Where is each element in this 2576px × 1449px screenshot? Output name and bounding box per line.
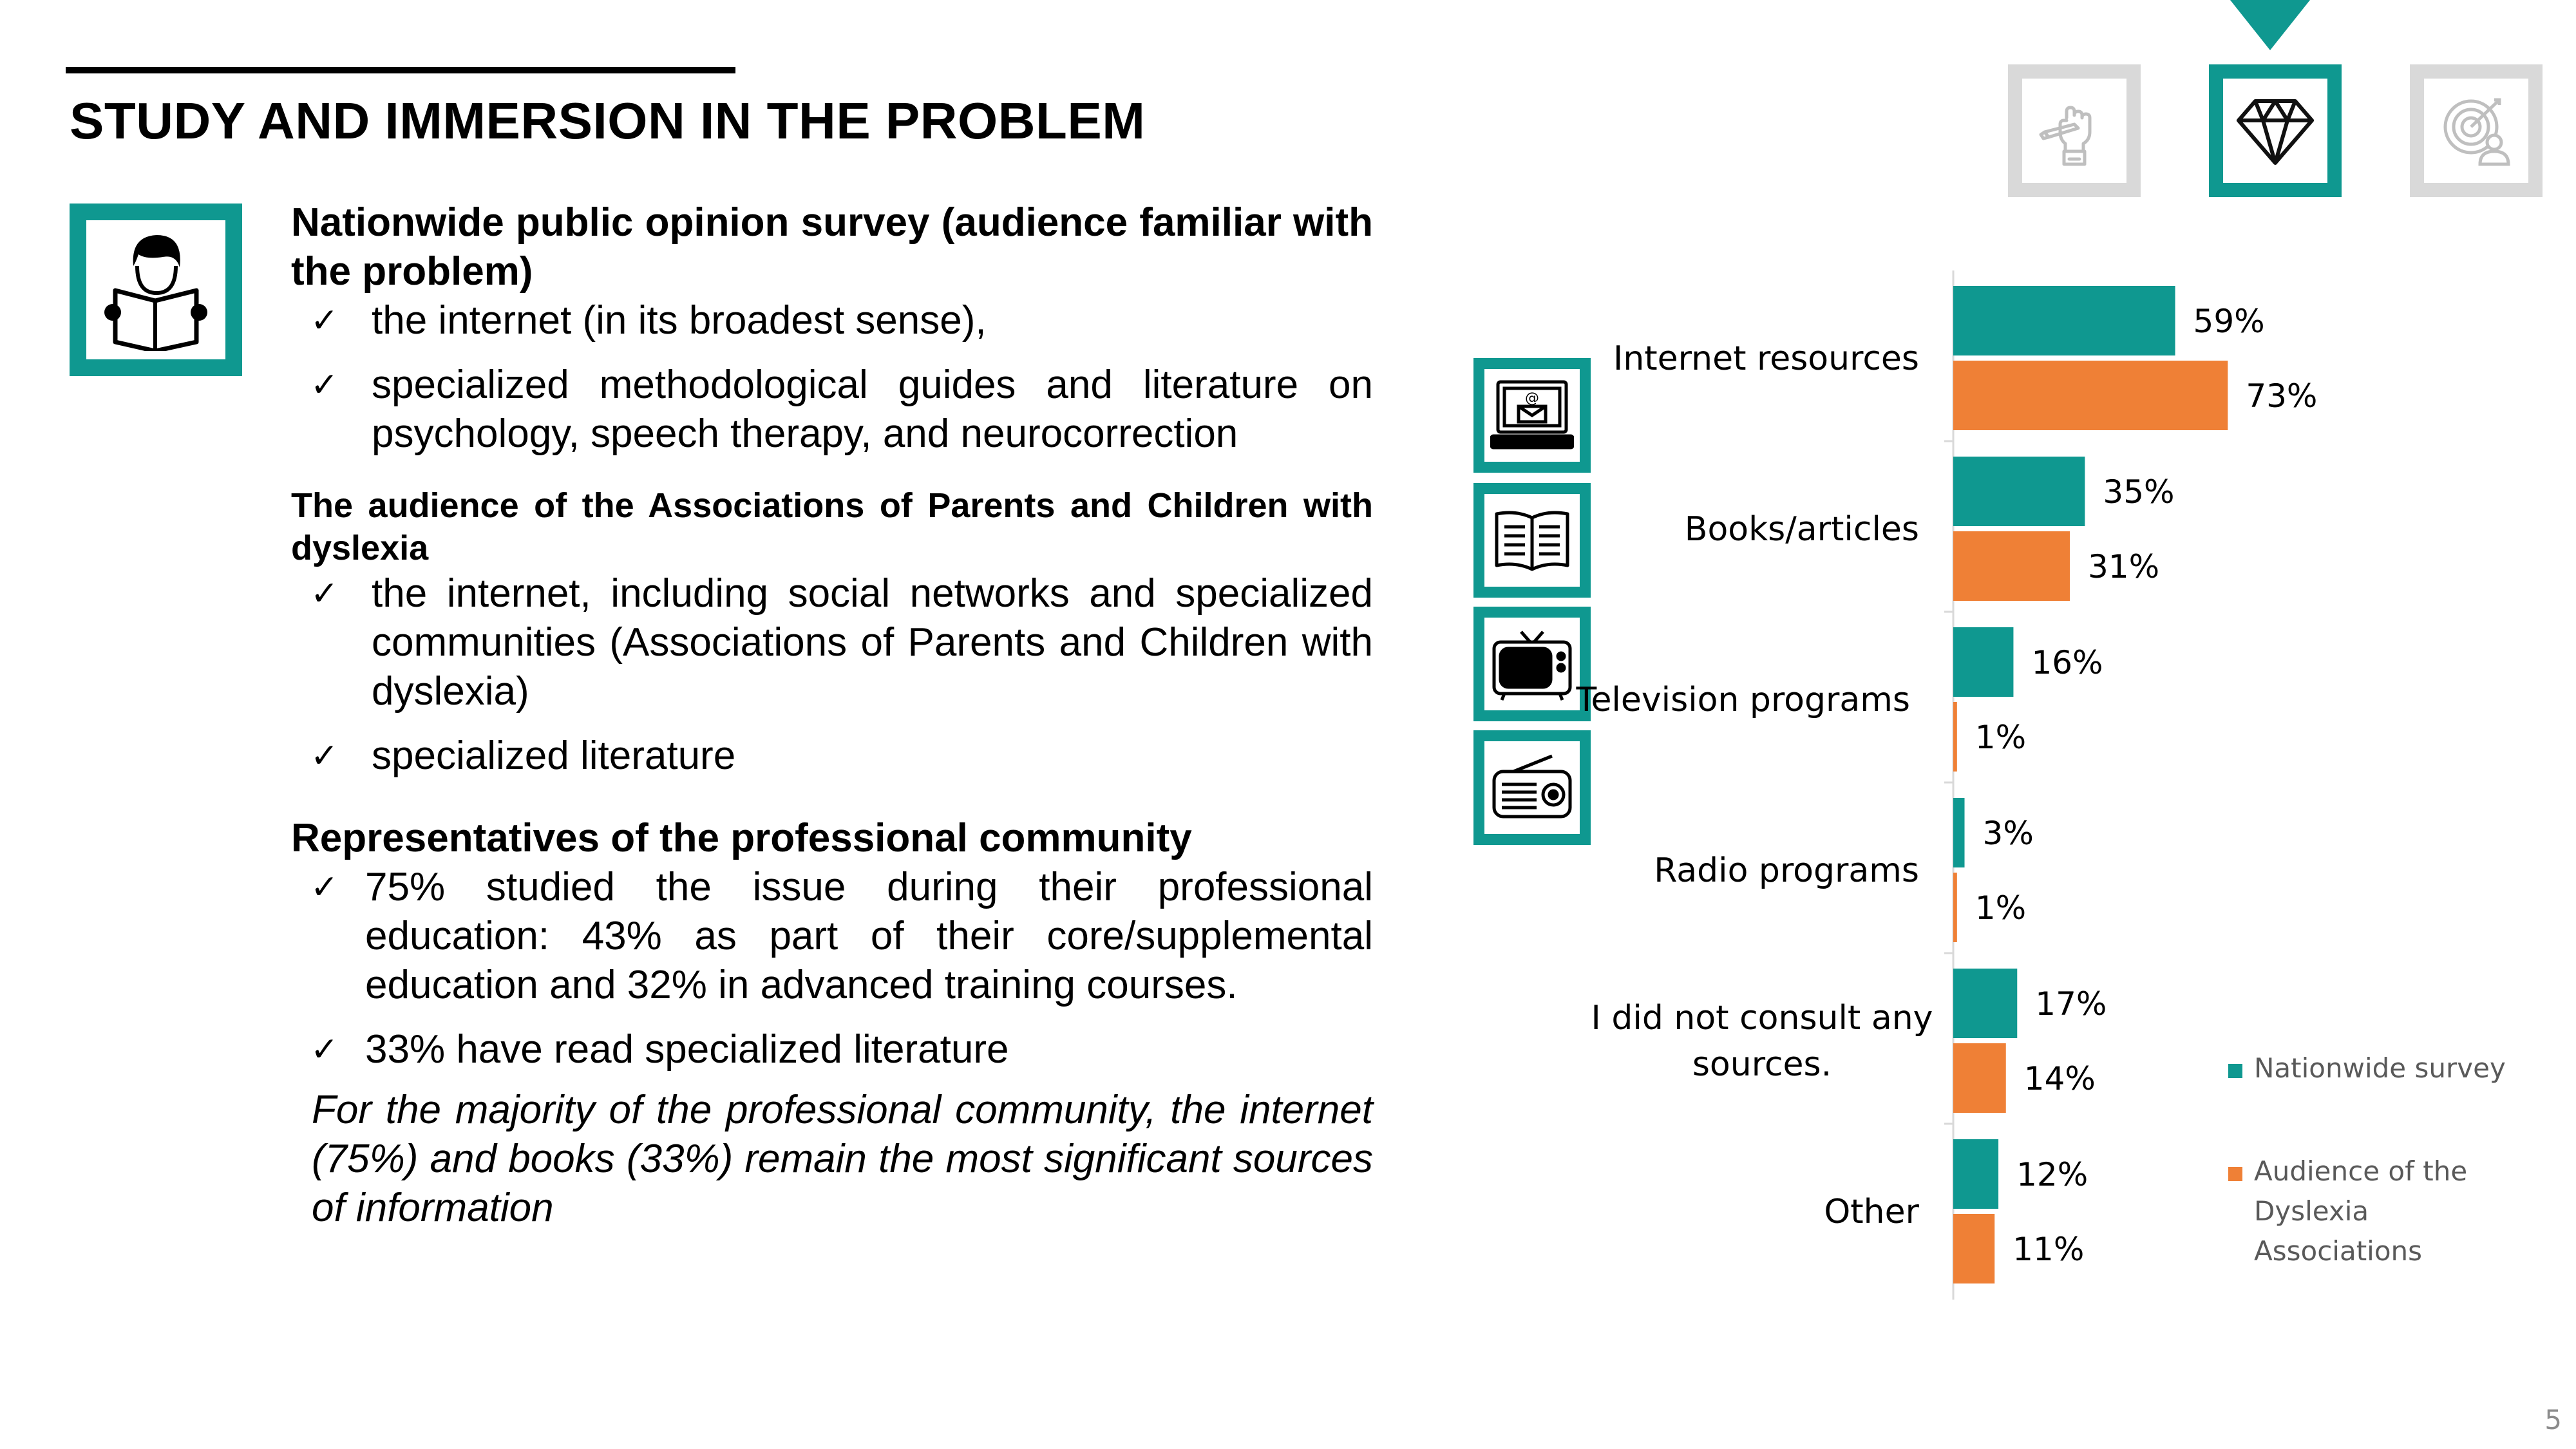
legend-swatch-nationwide [2228,1064,2242,1078]
bar-associations [1953,702,1957,772]
block-title-nationwide: Nationwide public opinion survey (audience familiar with the problem) [291,200,1373,294]
list-item: ✓ the internet, including social networks and specialized communities (Associations of Parents and Children with dyslexia) [291,569,1373,716]
data-label: 12% [2016,1156,2088,1193]
legend-label-nationwide: Nationwide survey [2254,1052,2506,1084]
data-label: 1% [1975,889,2027,927]
category-label: I did not consult any [1591,999,1933,1037]
chart-legend [2228,1048,2531,1271]
list-item: ✓ 75% studied the issue during their professional education: 43% as part of their core/supplemental education and 32% in advanced training courses. [291,863,1373,1010]
category-label: Internet resources [1613,339,1919,378]
data-label: 73% [2246,377,2318,415]
bar-nationwide [1953,969,2017,1038]
bar-nationwide [1953,798,1965,867]
legend-item-associations [2228,1151,2531,1271]
page-number: 5 [2544,1404,2562,1435]
category-label: Other [1824,1193,1919,1231]
data-label: 31% [2088,548,2160,585]
svg-text:@: @ [1525,390,1539,406]
conclusion-text: For the majority of the professional community, the internet (75%) and books (33%) remain the most significant sources of information [312,1088,1373,1230]
data-label: 16% [2031,644,2103,681]
bar-nationwide [1953,457,2085,526]
data-label: 11% [2012,1231,2085,1268]
category-label: Books/articles [1684,510,1919,549]
list-item: ✓ specialized methodological guides and literature on psychology, speech therapy, and neurocorrection [291,361,1373,459]
bar-associations [1953,531,2070,601]
list-item: ✓ specialized literature [291,732,1373,781]
bar-nationwide [1953,1139,1998,1209]
category-label: Radio programs [1654,851,1919,890]
list-item: ✓ 33% have read specialized literature [291,1025,1373,1074]
block-title-associations: The audience of the Associations of Parents and Children with dyslexia [291,486,1373,567]
data-label: 1% [1975,719,2027,756]
page-title: STUDY AND IMMERSION IN THE PROBLEM [70,92,1146,149]
legend-item-nationwide [2228,1048,2531,1088]
data-label: 59% [2193,303,2265,340]
bar-associations [1953,873,1957,942]
bar-associations [1953,1214,1994,1283]
bar-nationwide [1953,627,2013,697]
data-label: 3% [1982,815,2034,852]
data-label: 14% [2023,1060,2096,1097]
legend-swatch-associations [2228,1167,2242,1181]
legend-label-associations: Audience of the Dyslexia Associations [2254,1155,2468,1267]
bar-nationwide [1953,286,2175,355]
data-label: 17% [2035,985,2107,1023]
bar-associations [1953,361,2228,430]
category-label: sources. [1692,1045,1832,1084]
block-title-professionals: Representatives of the professional community [291,816,1192,860]
data-label: 35% [2103,473,2175,511]
category-label: Television programs [1576,681,1910,719]
list-item: ✓ the internet (in its broadest sense), [291,296,1373,345]
bar-associations [1953,1043,2006,1113]
